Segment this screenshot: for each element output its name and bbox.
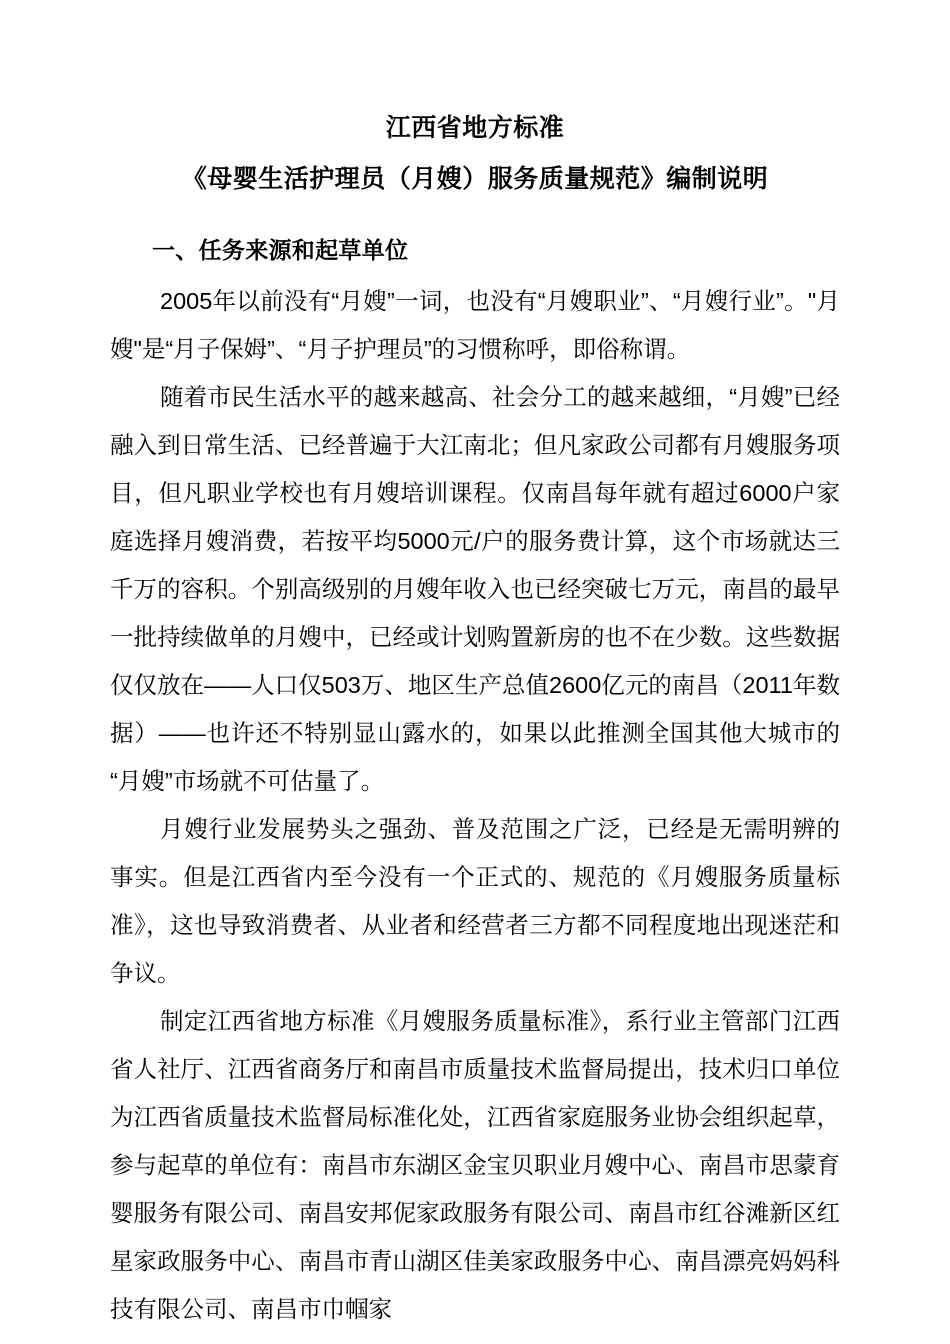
paragraph-4: 制定江西省地方标准《月嫂服务质量标准》，系行业主管部门江西省人社厅、江西省商务厅和南昌市质量技术监督局提出，技术归口单位为江西省质量技术监督局标准化处，江西省家庭服务业协会组织起草，参与起草的单位有：南昌市东湖区金宝贝职业月嫂中心、南昌市思蒙育婴服务有限公司、南昌安邦伲家政服务有限公司、南昌市红谷滩新区红星家政服务中心、南昌市青山湖区佳美家政服务中心、南昌漂亮妈妈科技有限公司、南昌市巾帼家 <box>110 1008 840 1322</box>
document-content <box>110 0 840 1333</box>
paragraph-1: 2005年以前没有“月嫂”一词，也没有“月嫂职业”、“月嫂行业”。"月嫂"是“月子保姆”、“月子护理员”的习惯称呼，即俗称谓。 <box>110 288 840 362</box>
paragraph-3: 月嫂行业发展势头之强劲、普及范围之广泛，已经是无需明辨的事实。但是江西省内至今没有一个正式的、规范的《月嫂服务质量标准》，这也导致消费者、从业者和经营者三方都不同程度地出现迷茫和争议。 <box>110 816 840 986</box>
section-heading-task-source: 一、任务来源和起草单位 <box>152 237 409 263</box>
paragraph-2: 随着市民生活水平的越来越高、社会分工的越来越细，“月嫂”已经融入到日常生活、已经普遍于大江南北；但凡家政公司都有月嫂服务项目，但凡职业学校也有月嫂培训课程。仅南昌每年就有超过6000户家庭选择月嫂消费，若按平均5000元/户的服务费计算，这个市场就达三千万的容积。个别高级别的月嫂年收入也已经突破七万元，南昌的最早一批持续做单的月嫂中，已经或计划购置新房的也不在少数。这些数据仅仅放在——人口仅503万、地区生产总值2600亿元的南昌（2011年数据）——也许还不特别显山露水的，如果以此推测全国其他大城市的“月嫂”市场就不可估量了。 <box>110 384 840 794</box>
document-title-main: 江西省地方标准 <box>385 114 565 142</box>
document-title-sub: 《母婴生活护理员（月嫂）服务质量规范》编制说明 <box>181 165 769 193</box>
